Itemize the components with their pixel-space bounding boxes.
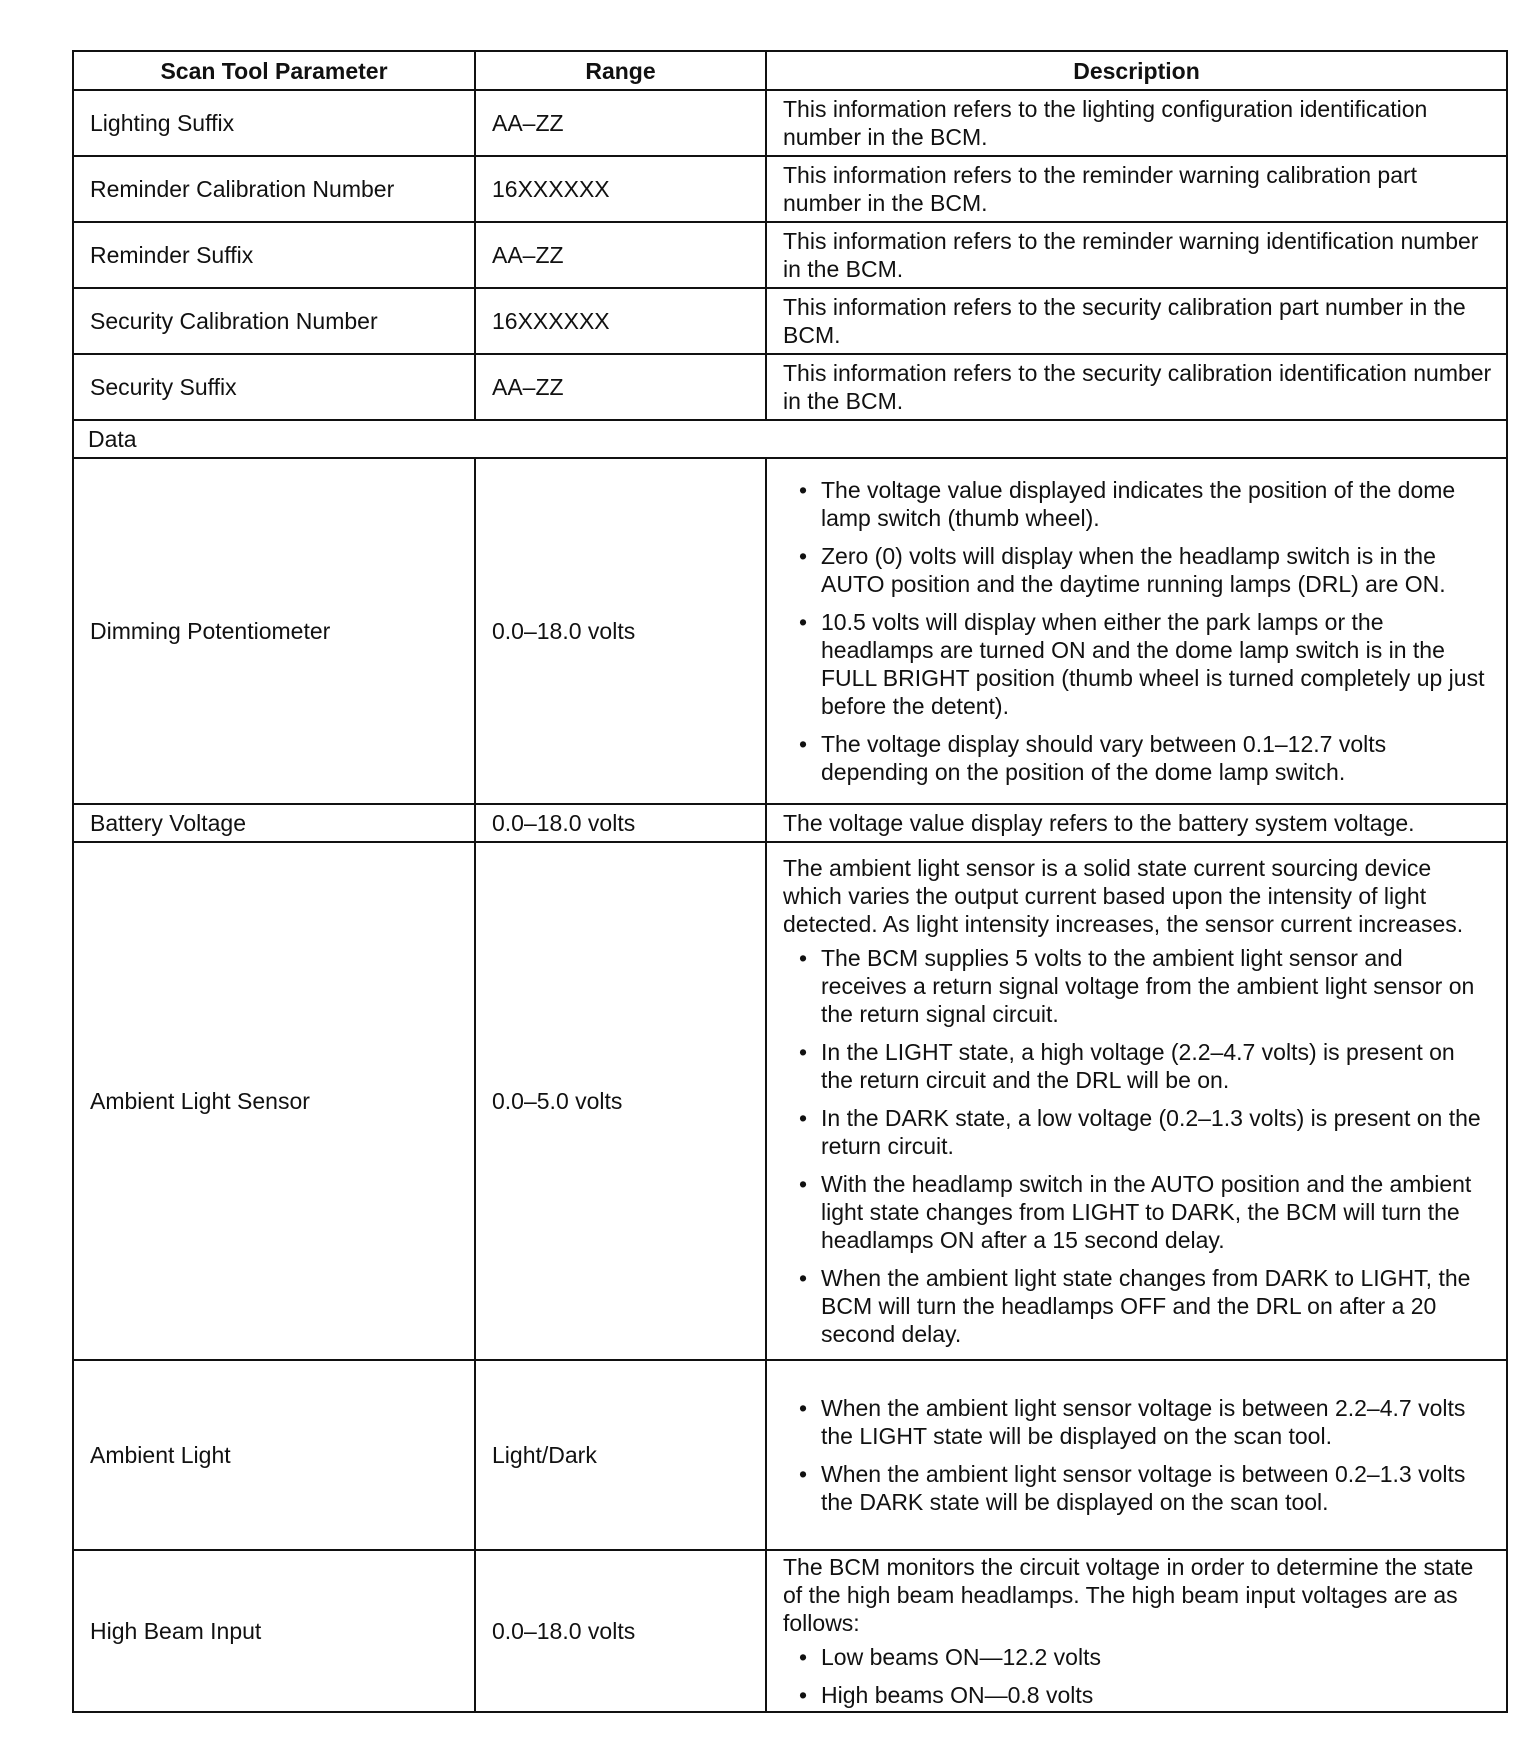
bullet-item: • The BCM supplies 5 volts to the ambient light sensor and receives a return signal voltage from the ambient light sensor on the return signal circuit. xyxy=(793,944,1492,1028)
parameter-cell: Reminder Suffix xyxy=(73,222,475,288)
bullet-item: • In the LIGHT state, a high voltage (2.2–4.7 volts) is present on the return circuit and the DRL will be on. xyxy=(793,1038,1492,1094)
bullet-item: • Zero (0) volts will display when the headlamp switch is in the AUTO position and the daytime running lamps (DRL) are ON. xyxy=(793,542,1492,598)
bullet-list xyxy=(783,476,1492,786)
scan-tool-parameter-table xyxy=(72,50,1508,1713)
description-lead: The BCM monitors the circuit voltage in order to determine the state of the high beam headlamps. The high beam input voltages are as follows: xyxy=(783,1554,1474,1636)
parameter-cell: High Beam Input xyxy=(73,1550,475,1712)
description-cell xyxy=(766,842,1507,1360)
table-row xyxy=(73,90,1507,156)
description-lead: The ambient light sensor is a solid state current sourcing device which varies the output current based upon the intensity of light detected. As light intensity increases, the sensor current increases. xyxy=(783,855,1464,937)
description-cell: This information refers to the reminder warning calibration part number in the BCM. xyxy=(766,156,1507,222)
bullet-item: • In the DARK state, a low voltage (0.2–1.3 volts) is present on the return circuit. xyxy=(793,1104,1492,1160)
table-row xyxy=(73,222,1507,288)
range-cell: 0.0–18.0 volts xyxy=(475,804,766,842)
header-range: Range xyxy=(475,51,766,90)
range-cell: Light/Dark xyxy=(475,1360,766,1550)
bullet-list xyxy=(783,1643,1492,1709)
range-cell: 0.0–18.0 volts xyxy=(475,1550,766,1712)
bullet-item: • With the headlamp switch in the AUTO position and the ambient light state changes from LIGHT to DARK, the BCM will turn the headlamps ON after a 15 second delay. xyxy=(793,1170,1492,1254)
table-row xyxy=(73,354,1507,420)
range-cell: AA–ZZ xyxy=(475,354,766,420)
parameter-cell: Dimming Potentiometer xyxy=(73,458,475,804)
parameter-cell: Lighting Suffix xyxy=(73,90,475,156)
section-label: Data xyxy=(73,420,1507,458)
range-cell: 0.0–5.0 volts xyxy=(475,842,766,1360)
parameter-cell: Ambient Light xyxy=(73,1360,475,1550)
table-row xyxy=(73,156,1507,222)
table-row-battery-voltage xyxy=(73,804,1507,842)
bullet-item: • When the ambient light sensor voltage is between 0.2–1.3 volts the DARK state will be displayed on the scan tool. xyxy=(793,1460,1492,1516)
parameter-cell: Ambient Light Sensor xyxy=(73,842,475,1360)
range-cell: 16XXXXXX xyxy=(475,288,766,354)
description-cell xyxy=(766,1360,1507,1550)
table-row-ambient-light-sensor xyxy=(73,842,1507,1360)
header-row xyxy=(73,51,1507,90)
parameter-cell: Security Calibration Number xyxy=(73,288,475,354)
section-row-data xyxy=(73,420,1507,458)
table-row-high-beam-input xyxy=(73,1550,1507,1712)
parameter-cell: Security Suffix xyxy=(73,354,475,420)
description-cell: This information refers to the security calibration part number in the BCM. xyxy=(766,288,1507,354)
description-cell xyxy=(766,1550,1507,1712)
range-cell: AA–ZZ xyxy=(475,90,766,156)
description-cell: This information refers to the lighting configuration identification number in the BCM. xyxy=(766,90,1507,156)
range-cell: AA–ZZ xyxy=(475,222,766,288)
description-cell: The voltage value display refers to the battery system voltage. xyxy=(766,804,1507,842)
range-cell: 16XXXXXX xyxy=(475,156,766,222)
description-cell: This information refers to the security calibration identification number in the BCM. xyxy=(766,354,1507,420)
bullet-item: • When the ambient light sensor voltage is between 2.2–4.7 volts the LIGHT state will be displayed on the scan tool. xyxy=(793,1394,1492,1450)
header-parameter: Scan Tool Parameter xyxy=(73,51,475,90)
bullet-item: • 10.5 volts will display when either the park lamps or the headlamps are turned ON and the dome lamp switch is in the FULL BRIGHT position (thumb wheel is turned completely up just before the detent). xyxy=(793,608,1492,720)
bullet-list xyxy=(783,944,1492,1348)
bullet-item: • Low beams ON—12.2 volts xyxy=(793,1643,1492,1671)
parameter-cell: Reminder Calibration Number xyxy=(73,156,475,222)
table-row-dimming-potentiometer xyxy=(73,458,1507,804)
bullet-item: • The voltage value displayed indicates the position of the dome lamp switch (thumb wheel). xyxy=(793,476,1492,532)
parameter-cell: Battery Voltage xyxy=(73,804,475,842)
bullet-item: • When the ambient light state changes from DARK to LIGHT, the BCM will turn the headlamps OFF and the DRL on after a 20 second delay. xyxy=(793,1264,1492,1348)
bullet-item: • High beams ON—0.8 volts xyxy=(793,1681,1492,1709)
description-cell xyxy=(766,458,1507,804)
bullet-list xyxy=(783,1394,1492,1516)
table-row-ambient-light xyxy=(73,1360,1507,1550)
header-description: Description xyxy=(766,51,1507,90)
description-cell: This information refers to the reminder warning identification number in the BCM. xyxy=(766,222,1507,288)
bullet-item: • The voltage display should vary between 0.1–12.7 volts depending on the position of the dome lamp switch. xyxy=(793,730,1492,786)
range-cell: 0.0–18.0 volts xyxy=(475,458,766,804)
table-row xyxy=(73,288,1507,354)
